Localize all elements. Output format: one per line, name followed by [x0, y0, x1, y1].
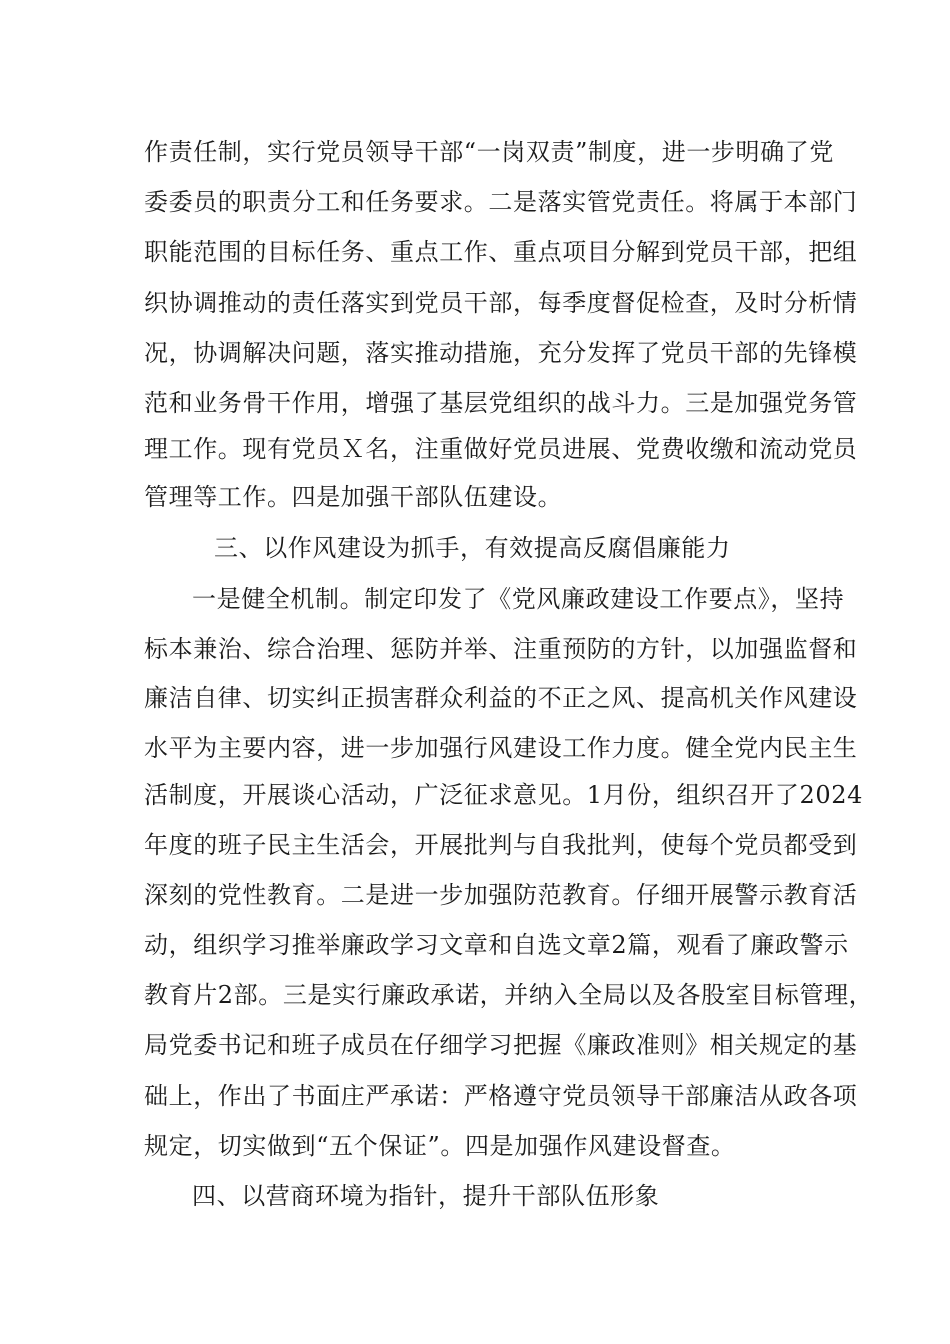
- section-heading-3: 三、以作风建设为抓手，有效提高反腐倡廉能力: [214, 534, 731, 562]
- paragraph-2-line: 规定，切实做到“五个保证”。四是加强作风建设督查。: [144, 1132, 736, 1160]
- paragraph-2-line: 局党委书记和班子成员在仔细学习把握《廉政准则》相关规定的基: [144, 1031, 858, 1059]
- paragraph-2-line: 年度的班子民主生活会，开展批判与自我批判，使每个党员都受到: [144, 831, 858, 859]
- paragraph-2-line: 教育片2部。三是实行廉政承诺，并纳入全局以及各股室目标管理，: [144, 981, 874, 1009]
- paragraph-2-line: 标本兼治、综合治理、惩防并举、注重预防的方针，以加强监督和: [144, 635, 858, 663]
- paragraph-1-line: 范和业务骨干作用，增强了基层党组织的战斗力。三是加强党务管: [144, 389, 858, 417]
- paragraph-1-line: 职能范围的目标任务、重点工作、重点项目分解到党员干部，把组: [144, 238, 858, 266]
- paragraph-1-line: 委委员的职责分工和任务要求。二是落实管党责任。将属于本部门: [144, 188, 858, 216]
- paragraph-2-line: 水平为主要内容，进一步加强行风建设工作力度。健全党内民主生: [144, 734, 858, 762]
- paragraph-1-line: 织协调推动的责任落实到党员干部，每季度督促检查，及时分析情: [144, 289, 858, 317]
- paragraph-2-line: 深刻的党性教育。二是进一步加强防范教育。仔细开展警示教育活: [144, 881, 858, 909]
- paragraph-2-line: 动，组织学习推举廉政学习文章和自选文章2篇，观看了廉政警示: [144, 931, 849, 959]
- paragraph-1-line: 况，协调解决问题，落实推动措施，充分发挥了党员干部的先锋模: [144, 339, 858, 367]
- paragraph-2-line: 廉洁自律、切实纠正损害群众利益的不正之风、提高机关作风建设: [144, 684, 858, 712]
- paragraph-2-line: 础上，作出了书面庄严承诺：严格遵守党员领导干部廉洁从政各项: [144, 1082, 858, 1110]
- paragraph-2-line: 一是健全机制。制定印发了《党风廉政建设工作要点》，坚持: [192, 585, 845, 613]
- paragraph-1-line: 理工作。现有党员Ｘ名，注重做好党员进展、党费收缴和流动党员: [144, 435, 858, 463]
- section-heading-4: 四、以营商环境为指针，提升干部队伍形象: [192, 1182, 660, 1210]
- paragraph-2-line: 活制度，开展谈心活动，广泛征求意见。1月份，组织召开了2024: [144, 781, 863, 809]
- paragraph-1-line: 管理等工作。四是加强干部队伍建设。: [144, 483, 563, 511]
- paragraph-1-line: 作责任制，实行党员领导干部“一岗双责”制度，进一步明确了党: [144, 138, 834, 166]
